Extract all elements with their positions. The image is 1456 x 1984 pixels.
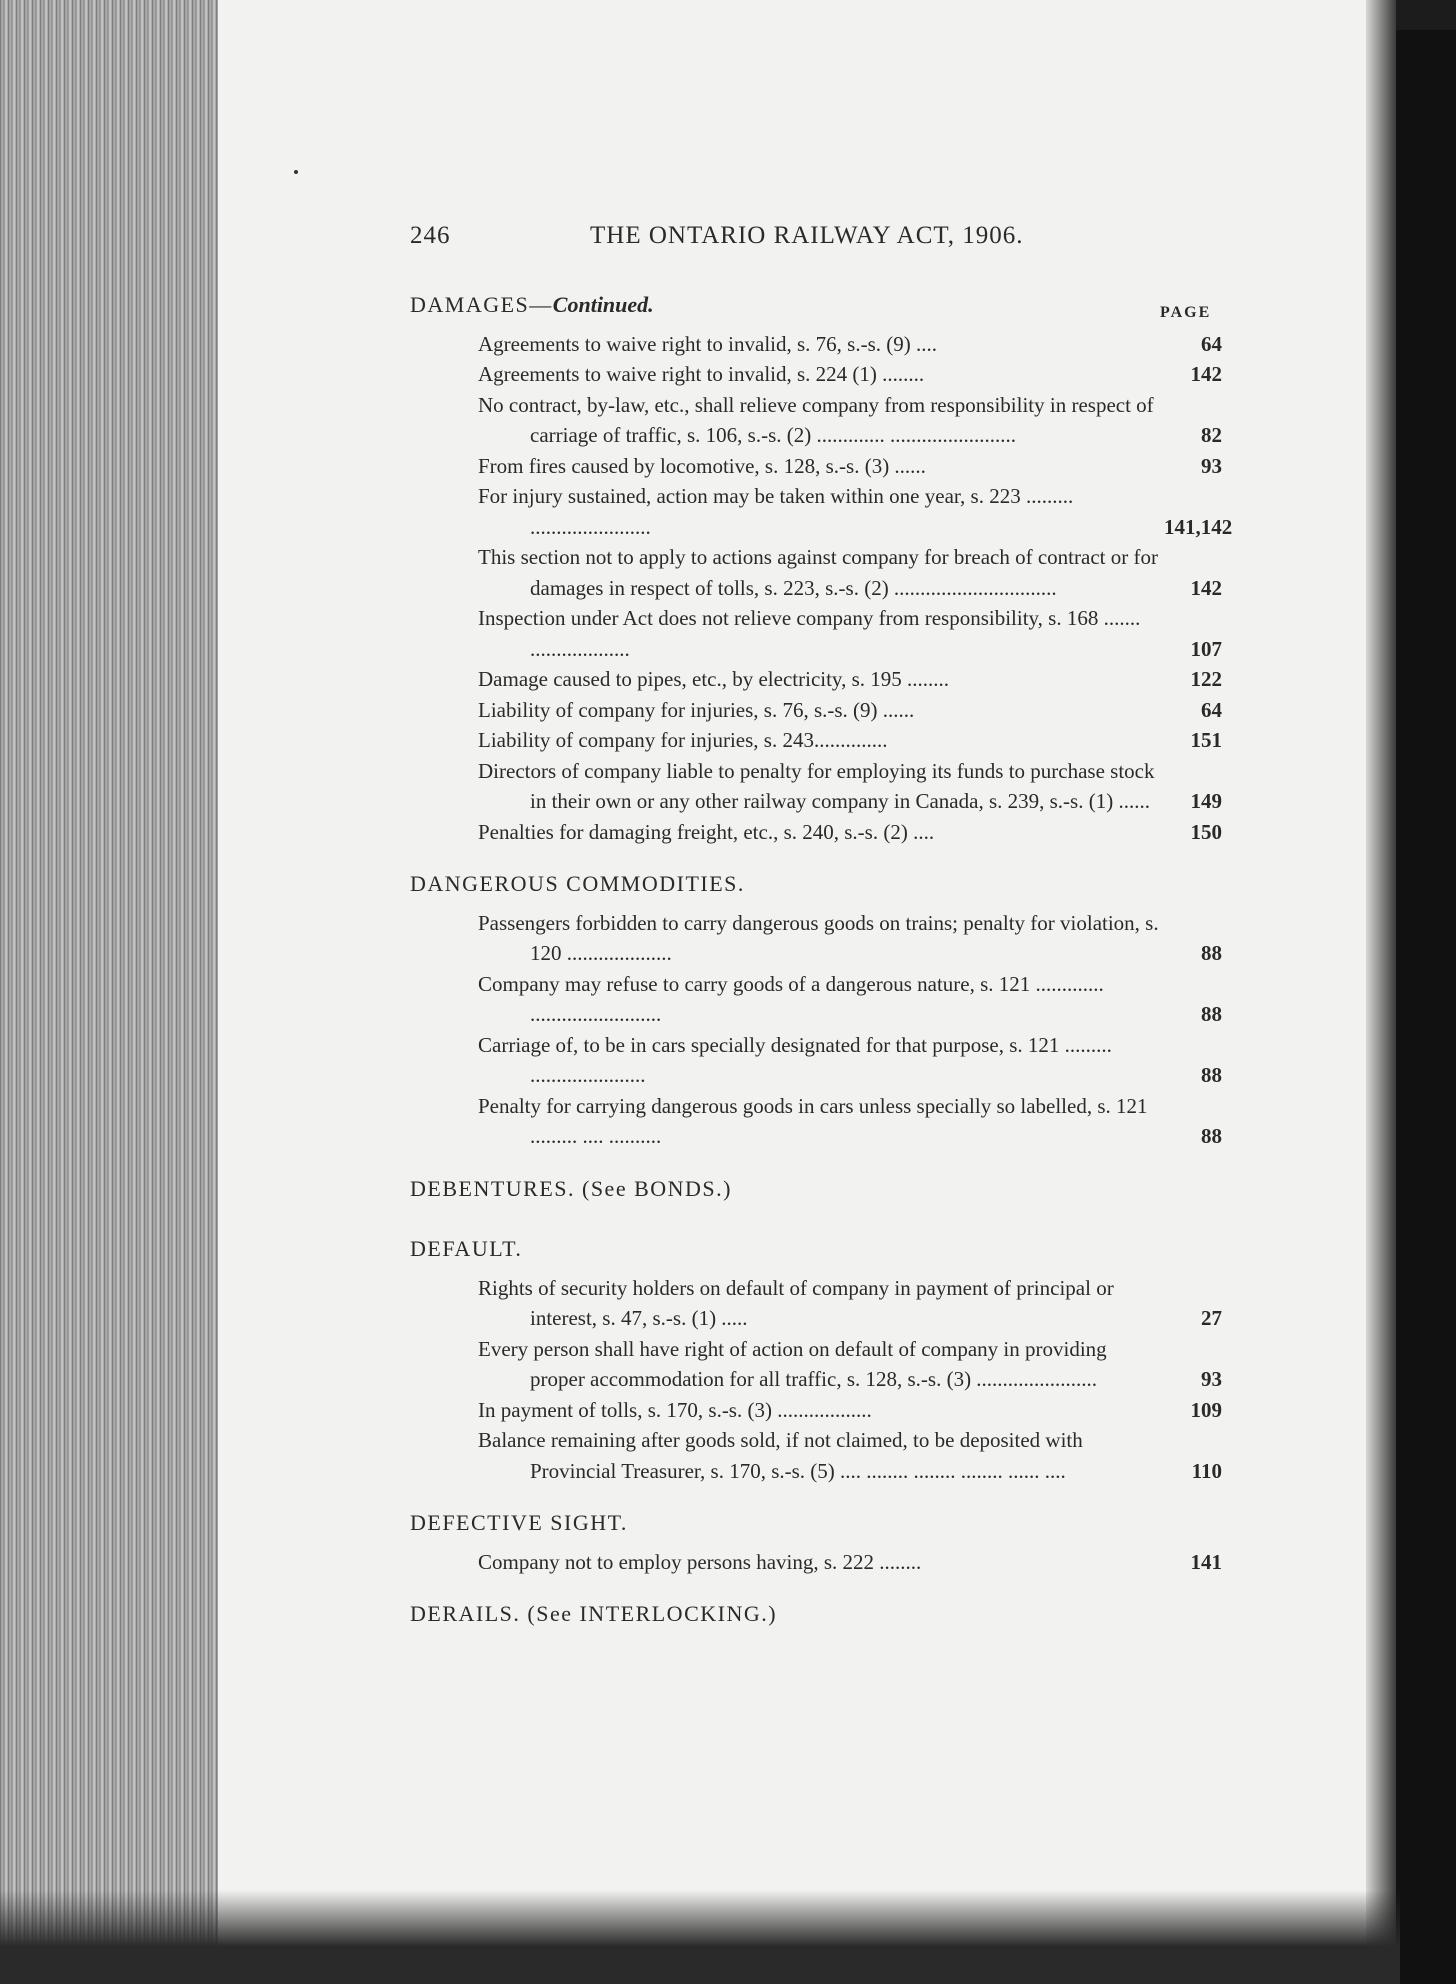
entry-page-number: 93	[1201, 1367, 1222, 1391]
entry-page-number: 142	[1190, 575, 1222, 600]
entry-text: Inspection under Act does not relieve company from responsibility, s. 168 ....... ...................	[478, 606, 1141, 661]
entry-text: Agreements to waive right to invalid, s. 224 (1) ........	[478, 362, 925, 386]
entry-page-number: 141,142	[1164, 514, 1233, 539]
index-section	[410, 869, 1222, 1152]
entry-page-number: 107	[1190, 636, 1222, 661]
entry-page-number: 27	[1201, 1306, 1222, 1330]
index-section	[410, 1234, 1222, 1486]
entry-page-number: 141	[1190, 1549, 1222, 1574]
index-content	[410, 290, 1233, 1660]
entry-text: Balance remaining after goods sold, if not claimed, to be deposited with Provincial Treasurer, s. 170, s.-s. (5) .... ........ ........ ........ ...... ....	[478, 1428, 1083, 1483]
entry-page-number: 109	[1190, 1397, 1222, 1422]
section-heading	[410, 869, 1222, 900]
section-heading	[410, 1599, 1222, 1630]
index-section	[410, 1599, 1222, 1630]
entry-text: Agreements to waive right to invalid, s. 76, s.-s. (9) ....	[478, 331, 938, 356]
entry-text: Liability of company for injuries, s. 76, s.-s. (9) ......	[478, 697, 915, 722]
section-heading-text: DEBENTURES. (See BONDS.)	[410, 1175, 732, 1201]
section-heading-text: DEFAULT.	[410, 1236, 523, 1261]
index-entry	[410, 542, 1222, 603]
gutter-shadow	[1366, 0, 1396, 1984]
index-entry	[410, 756, 1222, 817]
entry-text: From fires caused by locomotive, s. 128, s.-s. (3) ......	[478, 453, 926, 478]
entry-page-number: 142	[1190, 362, 1222, 386]
index-entry	[410, 725, 1222, 756]
index-entry	[410, 695, 1222, 726]
section-heading	[410, 1234, 1222, 1265]
index-section	[410, 1174, 1222, 1205]
section-heading-text: DANGEROUS COMMODITIES.	[410, 871, 745, 896]
section-heading	[410, 290, 1222, 321]
index-entry	[410, 359, 1222, 390]
entry-page-number: 82	[1201, 423, 1222, 447]
index-section	[410, 1508, 1222, 1577]
entry-page-number: 151	[1190, 728, 1222, 752]
index-entry	[410, 1547, 1222, 1578]
entry-text: No contract, by-law, etc., shall relieve company from responsibility in respect of carriage of traffic, s. 106, s.-s. (2) ............. ........................	[478, 392, 1154, 447]
page-column-label: PAGE	[1160, 304, 1212, 321]
entry-page-number: 149	[1190, 789, 1222, 813]
entry-text: Penalty for carrying dangerous goods in cars unless specially so labelled, s. 121 ......... .... ..........	[478, 1093, 1148, 1148]
entry-text: In payment of tolls, s. 170, s.-s. (3) ..................	[478, 1397, 872, 1422]
index-entry	[410, 1334, 1222, 1395]
index-entry	[410, 1395, 1222, 1426]
entry-page-number: 64	[1201, 697, 1222, 722]
entry-text: Directors of company liable to penalty for employing its funds to purchase stock in their own or any other railway company in Canada, s. 239, s.-s. (1) ......	[478, 758, 1155, 813]
book-page-edges	[0, 0, 222, 1984]
bottom-shadow	[0, 1890, 1400, 1984]
section-heading-text: DEFECTIVE SIGHT.	[410, 1510, 628, 1535]
section-heading-text: DERAILS. (See INTERLOCKING.)	[410, 1601, 778, 1626]
entry-text: This section not to apply to actions against company for breach of contract or for damages in respect of tolls, s. 223, s.-s. (2) ...............................	[478, 545, 1158, 600]
index-entry	[410, 817, 1222, 848]
scan-border	[1396, 30, 1456, 1984]
speck-mark	[294, 170, 298, 174]
index-entry	[410, 481, 1233, 542]
section-heading-continued: Continued.	[552, 292, 654, 317]
entry-text: Company may refuse to carry goods of a dangerous nature, s. 121 ............. .........................	[478, 971, 1104, 1026]
entry-page-number: 88	[1201, 1063, 1222, 1087]
index-entry	[410, 451, 1222, 482]
index-entry	[410, 664, 1222, 695]
entry-page-number: 88	[1201, 941, 1222, 965]
entry-page-number: 122	[1190, 667, 1222, 691]
running-title: THE ONTARIO RAILWAY ACT, 1906.	[590, 222, 1024, 249]
entry-text: Liability of company for injuries, s. 243..............	[478, 728, 888, 752]
index-entry	[410, 390, 1222, 451]
entry-text: Penalties for damaging freight, etc., s. 240, s.-s. (2) ....	[478, 819, 935, 844]
entry-text: Every person shall have right of action on default of company in providing proper accommodation for all traffic, s. 128, s.-s. (3) .......................	[478, 1336, 1107, 1391]
entry-page-number: 150	[1190, 819, 1222, 844]
entry-page-number: 64	[1201, 331, 1222, 356]
entry-page-number: 88	[1201, 1002, 1222, 1026]
entry-page-number: 93	[1201, 453, 1222, 478]
section-heading	[410, 1508, 1222, 1539]
entry-text: Carriage of, to be in cars specially designated for that purpose, s. 121 ......... ......................	[478, 1032, 1112, 1087]
index-entry	[410, 1425, 1222, 1486]
page-number: 246	[410, 222, 451, 249]
running-header	[410, 222, 1210, 262]
entry-text: Damage caused to pipes, etc., by electricity, s. 195 ........	[478, 667, 949, 691]
entry-text: For injury sustained, action may be taken within one year, s. 223 ......... .......................	[478, 484, 1074, 539]
entry-text: Company not to employ persons having, s. 222 ........	[478, 1549, 922, 1574]
entry-text: Passengers forbidden to carry dangerous goods on trains; penalty for violation, s. 120 ....................	[478, 910, 1159, 965]
index-entry	[410, 1273, 1222, 1334]
index-entry	[410, 969, 1222, 1030]
index-section	[410, 290, 1233, 847]
section-heading-text: DAMAGES—	[410, 292, 553, 317]
entry-text: Rights of security holders on default of company in payment of principal or interest, s. 47, s.-s. (1) .....	[478, 1275, 1114, 1330]
section-heading	[410, 1174, 1222, 1205]
index-entry	[410, 908, 1222, 969]
index-entry	[410, 1030, 1222, 1091]
entry-page-number: 88	[1201, 1124, 1222, 1148]
entry-page-number: 110	[1191, 1458, 1222, 1483]
index-entry	[410, 1091, 1222, 1152]
index-entry	[410, 329, 1222, 360]
index-entry	[410, 603, 1222, 664]
